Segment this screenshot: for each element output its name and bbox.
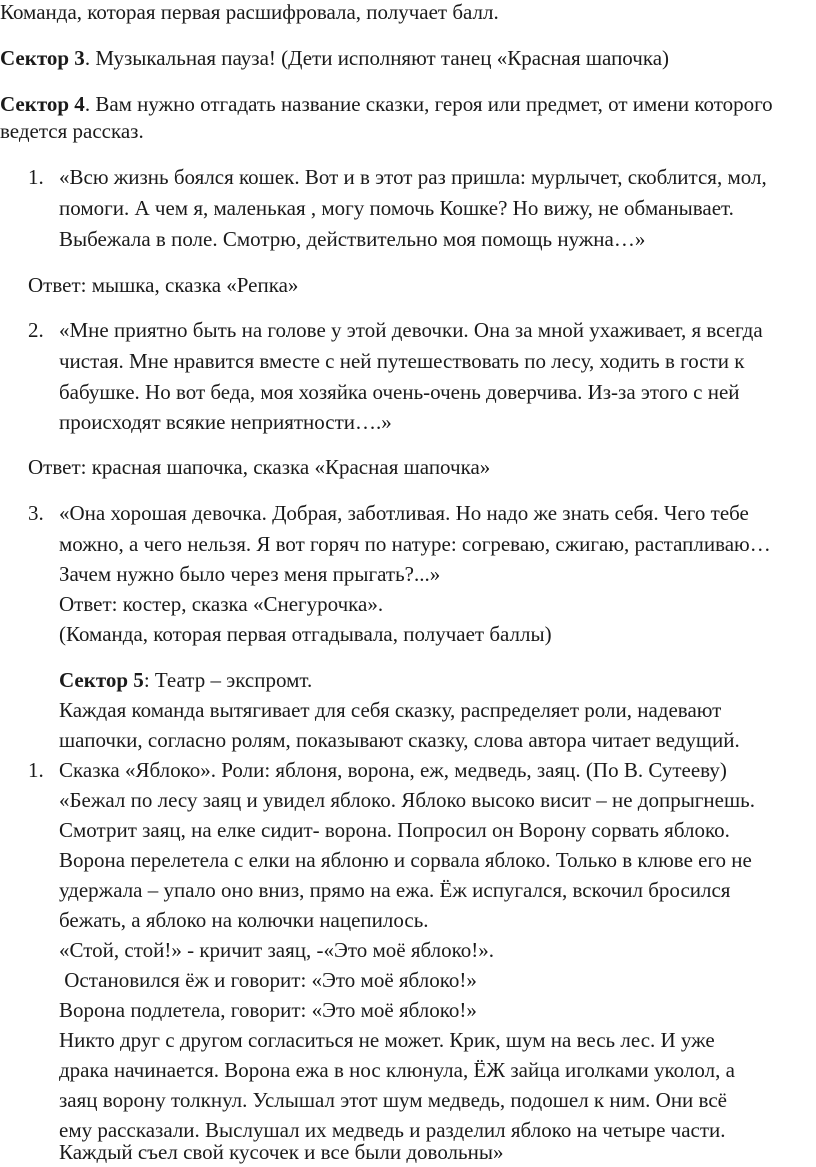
list-number: 2. [28,318,44,342]
story-line: Остановился ёж и говорит: «Это моё яблоко!» [59,968,477,992]
riddle-line: «Всю жизнь боялся кошек. Вот и в этот раз пришла: мурлычет, скоблится, мол, [59,165,767,189]
story-line: бежать, а яблоко на колючки нацепилось. [59,908,429,932]
riddle-line: чистая. Мне нравится вместе с ней путешествовать по лесу, ходить в гости к [59,349,745,373]
sector3-line [0,43,669,73]
list-number: 3. [28,501,44,525]
story-line: драка начинается. Ворона ежа в нос клюнула, ЁЖ зайца иголками уколол, а [59,1058,735,1082]
answer-line: Ответ: красная шапочка, сказка «Красная шапочка» [28,455,491,479]
sector4-text: . Вам нужно отгадать название сказки, героя или предмет, от имени которого [84,92,773,116]
story-line: «Бежал по лесу заяц и увидел яблоко. Яблоко высоко висит – не допрыгнешь. [59,788,755,812]
sector5-desc-line: Каждая команда вытягивает для себя сказку, распределяет роли, надевают [59,698,722,722]
riddle-line: «Мне приятно быть на голове у этой девочки. Она за мной ухаживает, я всегда [59,318,763,342]
riddle-line: «Она хорошая девочка. Добрая, заботливая. Но надо же знать себя. Чего тебе [59,501,749,525]
story-line: Смотрит заяц, на елке сидит- ворона. Попросил он Ворону сорвать яблоко. [59,818,730,842]
riddle-line: можно, а чего нельзя. Я вот горяч по натуре: согреваю, сжигаю, растапливаю… [59,532,771,556]
story-line: ему рассказали. Выслушал их медведь и разделил яблоко на четыре части. [59,1118,726,1142]
riddle-line: помоги. А чем я, маленькая , могу помочь Кошке? Но вижу, не обманывает. [59,196,734,220]
sector5-title-rest: : Театр – экспромт. [143,668,313,692]
sector4-line [0,89,773,119]
story-line: заяц ворону толкнул. Услышал этот шум медведь, подошел к ним. Они всё [59,1088,727,1112]
answer-line: Ответ: костер, сказка «Снегурочка». [59,592,384,616]
sector5-label: Сектор 5 [59,668,144,692]
sector5-line [59,665,312,695]
story-line: удержала – упало оно вниз, прямо на ежа. Ёж испугался, вскочил бросился [59,878,731,902]
list-number: 1. [28,758,44,782]
sector3-label: Сектор 3 [0,46,85,70]
list-number: 1. [28,165,44,189]
intro-line: Команда, которая первая расшифровала, получает балл. [0,0,499,24]
story-line: Никто друг с другом согласиться не может. Крик, шум на весь лес. И уже [59,1028,715,1052]
riddle-line: Выбежала в поле. Смотрю, действительно моя помощь нужна…» [59,227,646,251]
sector4-line-2: ведется рассказ. [0,119,144,143]
note-line: (Команда, которая первая отгадывала, получает баллы) [59,622,552,646]
story-line: Ворона подлетела, говорит: «Это моё яблоко!» [59,998,477,1022]
story-line: Каждый съел свой кусочек и все были довольны» [59,1140,504,1164]
riddle-line: происходят всякие неприятности….» [59,410,392,434]
sector4-label: Сектор 4 [0,92,85,116]
story-line: «Стой, стой!» - кричит заяц, -«Это моё яблоко!». [59,938,495,962]
riddle-line: бабушке. Но вот беда, моя хозяйка очень-очень доверчива. Из-за этого с ней [59,380,740,404]
riddle-line: Зачем нужно было через меня прыгать?...» [59,562,441,586]
story-line: Ворона перелетела с елки на яблоню и сорвала яблоко. Только в клюве его не [59,848,752,872]
sector5-desc-line: шапочки, согласно ролям, показывают сказку, слова автора читает ведущий. [59,728,740,752]
answer-line: Ответ: мышка, сказка «Репка» [28,273,299,297]
sector3-text: . Музыкальная пауза! (Дети исполняют танец «Красная шапочка) [84,46,670,70]
story-line: Сказка «Яблоко». Роли: яблоня, ворона, еж, медведь, заяц. (По В. Сутееву) [59,758,727,782]
